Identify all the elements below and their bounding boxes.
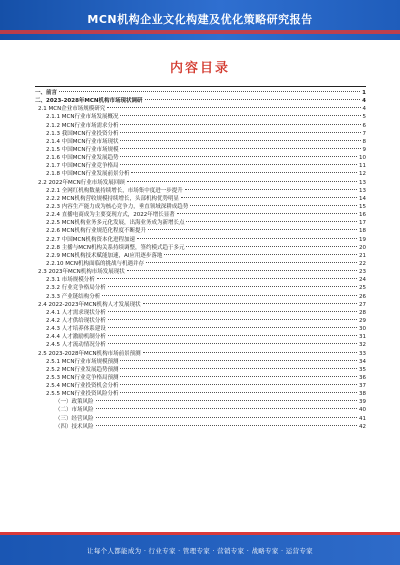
toc-entry-page: 42	[359, 423, 366, 430]
toc-entry[interactable]	[35, 195, 366, 203]
toc-entry[interactable]	[35, 113, 366, 121]
toc-entry-page: 31	[359, 334, 366, 341]
toc-entry[interactable]	[35, 284, 366, 292]
toc-entry-label: 2.2.9 MCN机构技术赋能加速，AI应用逐步落地	[46, 252, 163, 259]
toc-entry-label: 2.3.2 行业竞争格局分析	[46, 285, 106, 292]
toc-leader-dots	[120, 132, 360, 133]
toc-entry[interactable]	[35, 219, 366, 227]
toc-leader-dots	[108, 343, 357, 344]
toc-entry-label: 2.4.4 人才激励机制分析	[46, 334, 106, 341]
toc-entry-label: 2.2.7 中国MCN机构资本化进程加速	[46, 236, 135, 243]
toc-entry-page: 27	[359, 301, 366, 308]
toc-entry-label: 2.5.3 MCN行业竞争格局预测	[46, 374, 119, 381]
toc-entry-page: 4	[362, 106, 366, 113]
toc-leader-dots	[148, 229, 357, 230]
toc-entry-page: 20	[359, 244, 366, 251]
toc-entry[interactable]	[35, 333, 366, 341]
toc-leader-dots	[181, 197, 357, 198]
toc-leader-dots	[108, 319, 357, 320]
toc-entry-page: 4	[362, 98, 366, 105]
toc-entry[interactable]	[35, 268, 366, 276]
toc-entry-page: 40	[359, 407, 366, 414]
toc-entry-label: 2.1.3 我国MCN行业投资分析	[46, 130, 119, 137]
toc-entry[interactable]	[35, 179, 366, 187]
toc-entry[interactable]	[35, 138, 366, 146]
toc-entry-label: 2.2.2 MCN机构营收规模持续增长，头部机构优势明显	[46, 195, 179, 202]
toc-leader-dots	[96, 417, 357, 418]
toc-leader-dots	[143, 303, 357, 304]
toc-leader-dots	[120, 384, 357, 385]
toc-leader-dots	[102, 295, 357, 296]
toc-leader-dots	[164, 254, 357, 255]
toc-entry-label: 2.4 2022-2023年MCN机构人才发展现状	[38, 301, 141, 308]
toc-entry-label: 2.5.1 MCN行业市场规模预测	[46, 358, 119, 365]
toc-entry[interactable]	[35, 301, 366, 309]
toc-entry[interactable]	[35, 187, 366, 195]
toc-entry-label: 2.1.7 中国MCN行业竞争格局	[46, 163, 119, 170]
toc-entry-page: 13	[359, 187, 366, 194]
toc-entry[interactable]	[35, 309, 366, 317]
toc-entry-page: 11	[359, 163, 366, 170]
toc-entry-label: （三）经营风险	[55, 415, 94, 422]
toc-entry[interactable]	[35, 358, 366, 366]
toc-entry-label: 2.2.1 全网红机构数量持续增长，市场集中度进一步提升	[46, 187, 183, 194]
toc-entry[interactable]	[35, 260, 366, 268]
toc-leader-dots	[96, 408, 357, 409]
toc-entry-label: 2.5.5 MCN行业投资风险分析	[46, 391, 119, 398]
toc-list	[35, 89, 366, 431]
toc-entry-label: 2.1.4 中国MCN行业市场现状	[46, 138, 119, 145]
toc-entry-page: 10	[359, 155, 366, 162]
toc-entry[interactable]	[35, 406, 366, 414]
toc-entry-label: 2.1.2 MCN行业市场需求分析	[46, 122, 119, 129]
toc-entry[interactable]	[35, 390, 366, 398]
toc-entry-page: 36	[359, 374, 366, 381]
toc-entry-label: 2.2 2022年MCN行业市场发展回顾	[38, 179, 125, 186]
toc-entry-page: 1	[362, 90, 366, 96]
footer-accent-stripe	[0, 532, 400, 535]
toc-entry-label: 2.4.2 人才供给现状分析	[46, 317, 106, 324]
toc-leader-dots	[108, 286, 357, 287]
toc-leader-dots	[96, 400, 357, 401]
toc-entry-page: 32	[359, 342, 366, 349]
footer-banner	[0, 532, 400, 565]
toc-entry[interactable]	[35, 325, 366, 333]
toc-entry-page: 29	[359, 317, 366, 324]
toc-entry-page: 17	[359, 220, 366, 227]
toc-entry-label: 2.1.8 中国MCN行业发展前景分析	[46, 171, 130, 178]
toc-leader-dots	[120, 156, 357, 157]
toc-entry[interactable]	[35, 252, 366, 260]
toc-leader-dots	[143, 352, 357, 353]
toc-entry-page: 14	[359, 195, 366, 202]
toc-entry-page: 30	[359, 326, 366, 333]
toc-entry[interactable]	[35, 146, 366, 154]
toc-entry[interactable]	[35, 227, 366, 235]
toc-leader-dots	[120, 140, 360, 141]
document-title: MCN机构企业文化构建及优化策略研究报告	[87, 13, 313, 26]
toc-entry[interactable]	[35, 154, 366, 162]
toc-leader-dots	[97, 278, 357, 279]
toc-entry-page: 33	[359, 350, 366, 357]
toc-entry-label: 2.2.5 MCN机构业务多元化发展，出海业务成为新增长点	[46, 220, 185, 227]
toc-entry[interactable]	[35, 244, 366, 252]
toc-entry-label: 二、2023-2028年MCN机构市场现状调研	[35, 98, 143, 105]
toc-entry-label: 2.4.1 人才需求现状分析	[46, 309, 106, 316]
toc-entry-page: 15	[359, 203, 366, 210]
toc-entry[interactable]	[35, 423, 366, 431]
toc-entry-label: 2.4.3 人才培养体系建设	[46, 326, 106, 333]
toc-entry-page: 8	[362, 138, 366, 145]
toc-entry[interactable]	[35, 203, 366, 211]
toc-entry-page: 6	[362, 122, 366, 129]
toc-entry[interactable]	[35, 236, 366, 244]
toc-entry-label: 2.2.10 MCN机构面临的挑战与机遇并存	[46, 260, 144, 267]
toc-entry[interactable]	[35, 398, 366, 406]
toc-entry-label: 2.3.3 产业链结构分析	[46, 293, 101, 300]
toc-leader-dots	[145, 99, 361, 100]
toc-leader-dots	[107, 107, 360, 108]
toc-leader-dots	[186, 221, 357, 222]
toc-entry[interactable]	[35, 162, 366, 170]
toc-leader-dots	[108, 327, 357, 328]
toc-entry-page: 28	[359, 309, 366, 316]
toc-leader-dots	[185, 189, 357, 190]
toc-entry-label: （二）市场风险	[55, 407, 94, 414]
toc-leader-dots	[137, 238, 357, 239]
toc-entry-label: 2.1.5 中国MCN行业市场规模	[46, 146, 119, 153]
toc-entry[interactable]	[35, 130, 366, 138]
toc-leader-dots	[59, 91, 360, 92]
toc-entry-page: 24	[359, 277, 366, 284]
toc-leader-dots	[96, 425, 357, 426]
table-of-contents	[35, 86, 366, 431]
toc-entry[interactable]	[35, 211, 366, 219]
toc-leader-dots	[127, 181, 357, 182]
toc-entry-page: 9	[362, 146, 366, 153]
toc-entry-page: 22	[359, 260, 366, 267]
toc-entry-page: 19	[359, 236, 366, 243]
header-banner	[0, 0, 400, 40]
toc-entry-page: 26	[359, 293, 366, 300]
toc-entry[interactable]	[35, 382, 366, 390]
toc-entry-label: 2.5.4 MCN行业投资机会分析	[46, 383, 119, 390]
toc-entry[interactable]	[35, 415, 366, 423]
toc-entry[interactable]	[35, 374, 366, 382]
toc-entry[interactable]	[35, 105, 366, 113]
toc-entry[interactable]	[35, 317, 366, 325]
toc-entry-label: 2.2.4 直播电商成为主要变现方式，2022年增长显著	[46, 212, 175, 219]
toc-entry-label: 2.1.1 MCN行业市场发展概况	[46, 114, 119, 121]
toc-entry[interactable]	[35, 341, 366, 349]
toc-entry-page: 38	[359, 391, 366, 398]
toc-leader-dots	[120, 164, 357, 165]
toc-entry-label: （一）政策风险	[55, 399, 94, 406]
toc-entry-label: 2.5.2 MCN行业发展趋势预测	[46, 366, 119, 373]
toc-entry-label: 2.4.5 人才流动情况分析	[46, 342, 106, 349]
toc-leader-dots	[120, 360, 357, 361]
toc-entry-label: 2.2.8 主播与MCN机构关系持续调整，签约模式趋于多元	[46, 244, 185, 251]
toc-entry[interactable]	[35, 293, 366, 301]
toc-leader-dots	[120, 115, 360, 116]
footer-slogan: 让每个人都能成为 · 行业专家 · 管理专家 · 营销专家 · 战略专家 · 运营专家	[87, 547, 313, 555]
toc-entry-page: 39	[359, 399, 366, 406]
toc-leader-dots	[190, 205, 357, 206]
toc-entry[interactable]	[35, 366, 366, 374]
toc-entry-label: 2.2.3 内容生产能力成为核心竞争力，垂直领域深耕成趋势	[46, 203, 189, 210]
toc-entry-page: 18	[359, 228, 366, 235]
toc-leader-dots	[108, 335, 357, 336]
toc-leader-dots	[127, 270, 357, 271]
toc-entry-page: 41	[359, 415, 366, 422]
toc-leader-dots	[120, 368, 357, 369]
toc-leader-dots	[177, 213, 357, 214]
toc-entry-label: 2.1.6 中国MCN行业发展趋势	[46, 155, 119, 162]
toc-entry-page: 35	[359, 366, 366, 373]
toc-leader-dots	[108, 311, 357, 312]
toc-leader-dots	[146, 262, 357, 263]
toc-entry-page: 21	[359, 252, 366, 259]
toc-entry-label: 2.3.1 市场规模分析	[46, 277, 95, 284]
toc-leader-dots	[120, 376, 357, 377]
toc-entry-page: 23	[359, 269, 366, 276]
toc-leader-dots	[186, 246, 357, 247]
toc-entry[interactable]	[35, 276, 366, 284]
toc-entry-label: （四）技术风险	[55, 423, 94, 430]
toc-entry[interactable]	[35, 170, 366, 178]
header-accent-stripe	[0, 30, 400, 34]
toc-entry-page: 12	[359, 171, 366, 178]
toc-entry-page: 16	[359, 212, 366, 219]
toc-entry[interactable]	[35, 97, 366, 105]
toc-entry-page: 34	[359, 358, 366, 365]
toc-leader-dots	[131, 172, 357, 173]
toc-leader-dots	[120, 124, 360, 125]
toc-entry-label: 2.1 MCN企业市场规模研究	[38, 106, 106, 113]
toc-entry-label: 2.3 2023年MCN机构市场发展现状	[38, 269, 125, 276]
toc-entry-page: 37	[359, 383, 366, 390]
toc-leader-dots	[120, 148, 360, 149]
toc-heading: 内容目录	[169, 61, 230, 76]
toc-leader-dots	[120, 392, 357, 393]
toc-entry-page: 25	[359, 285, 366, 292]
toc-entry[interactable]	[35, 122, 366, 130]
toc-entry-label: 2.5 2023-2028年MCN机构市场前景预测	[38, 350, 141, 357]
toc-entry-page: 5	[362, 114, 366, 121]
toc-entry[interactable]	[35, 89, 366, 97]
toc-top-rule	[35, 86, 366, 87]
toc-entry-page: 7	[362, 130, 366, 137]
toc-entry[interactable]	[35, 350, 366, 358]
toc-entry-label: 2.2.6 MCN机构行业规范化程度不断提升	[46, 228, 146, 235]
toc-entry-label: 一、前言	[35, 90, 58, 96]
toc-entry-page: 13	[359, 179, 366, 186]
